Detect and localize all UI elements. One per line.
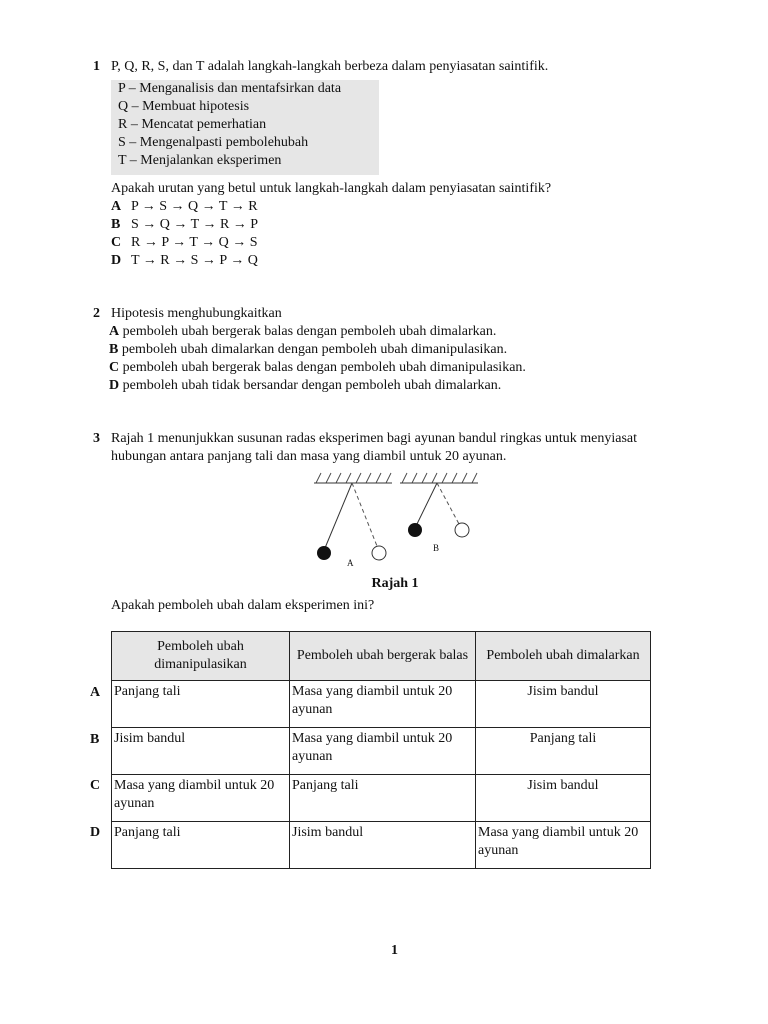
bob-a-outline xyxy=(372,546,386,560)
table-header-row xyxy=(112,632,651,681)
q2-option-b[interactable] xyxy=(109,342,507,358)
q2-number: 2 xyxy=(93,306,100,321)
option-text: S → Q → T → R → P xyxy=(131,217,259,232)
option-letter: D xyxy=(111,253,122,268)
table-cell: Jisim bandul xyxy=(290,822,476,869)
q1-step: T – Menjalankan eksperimen xyxy=(118,153,282,168)
q3-question: Apakah pemboleh ubah dalam eksperimen ini? xyxy=(111,598,375,613)
q2-option-c[interactable] xyxy=(109,360,526,376)
table-cell: Masa yang diambil untuk 20 ayunan xyxy=(112,775,290,822)
option-text: R → P → T → Q → S xyxy=(131,235,258,250)
option-text: pemboleh ubah bergerak balas dengan pemboleh ubah dimalarkan. xyxy=(122,324,497,339)
q1-option-c[interactable] xyxy=(111,235,258,251)
q1-question: Apakah urutan yang betul untuk langkah-langkah dalam penyiasatan saintifik? xyxy=(111,181,552,196)
table-cell: Panjang tali xyxy=(112,822,290,869)
header-manipulated: Pemboleh ubah dimanipulasikan xyxy=(112,632,290,681)
q1-step: S – Mengenalpasti pembolehubah xyxy=(118,135,309,150)
q2-stem: Hipotesis menghubungkaitkan xyxy=(111,306,282,321)
table-cell: Jisim bandul xyxy=(476,775,651,822)
q1-option-b[interactable] xyxy=(111,217,258,233)
table-cell: Masa yang diambil untuk 20 ayunan xyxy=(476,822,651,869)
row-letter-a: A xyxy=(90,685,101,700)
q1-step: Q – Membuat hipotesis xyxy=(118,99,250,114)
q1-stem: P, Q, R, S, dan T adalah langkah-langkah berbeza dalam penyiasatan saintifik. xyxy=(111,59,549,74)
option-text: pemboleh ubah bergerak balas dengan pemboleh ubah dimanipulasikan. xyxy=(122,360,526,375)
table-cell: Jisim bandul xyxy=(112,728,290,775)
option-letter: D xyxy=(109,378,120,393)
table-row[interactable] xyxy=(112,775,651,822)
figure-label-a: A xyxy=(347,558,354,568)
option-text: P → S → Q → T → R xyxy=(131,199,258,214)
table-cell: Masa yang diambil untuk 20 ayunan xyxy=(290,728,476,775)
string-a xyxy=(325,483,352,548)
option-letter: C xyxy=(109,360,120,375)
table-row[interactable] xyxy=(112,728,651,775)
string-b xyxy=(417,483,437,524)
q1-step: P – Menganalisis dan mentafsirkan data xyxy=(118,81,342,96)
q1-option-a[interactable] xyxy=(111,199,258,215)
table-row[interactable] xyxy=(112,681,651,728)
table-cell: Jisim bandul xyxy=(476,681,651,728)
variables-table xyxy=(111,631,651,869)
table-row[interactable] xyxy=(112,822,651,869)
option-text: pemboleh ubah dimalarkan dengan pemboleh ubah dimanipulasikan. xyxy=(121,342,508,357)
q3-number: 3 xyxy=(93,431,100,446)
option-text: pemboleh ubah tidak bersandar dengan pemboleh ubah dimalarkan. xyxy=(122,378,502,393)
figure-label-b: B xyxy=(433,543,440,553)
option-letter: C xyxy=(111,235,122,250)
table-cell: Masa yang diambil untuk 20 ayunan xyxy=(290,681,476,728)
row-letter-c: C xyxy=(90,778,101,793)
q2-option-d[interactable] xyxy=(109,378,501,394)
q1-option-d[interactable] xyxy=(111,253,258,269)
header-responding: Pemboleh ubah bergerak balas xyxy=(290,632,476,681)
table-cell: Panjang tali xyxy=(112,681,290,728)
row-letter-d: D xyxy=(90,825,101,840)
q1-step: R – Mencatat pemerhatian xyxy=(118,117,267,132)
option-letter: A xyxy=(109,324,120,339)
table-cell: Panjang tali xyxy=(290,775,476,822)
figure-caption: Rajah 1 xyxy=(371,576,419,591)
table-cell: Panjang tali xyxy=(476,728,651,775)
bob-b-filled xyxy=(408,523,422,537)
header-constant: Pemboleh ubah dimalarkan xyxy=(476,632,651,681)
option-letter: B xyxy=(111,217,121,232)
option-letter: A xyxy=(111,199,122,214)
pendulum-figure xyxy=(300,468,490,578)
option-text: T → R → S → P → Q xyxy=(131,253,258,268)
option-letter: B xyxy=(109,342,119,357)
q3-stem-line2: hubungan antara panjang tali dan masa yang diambil untuk 20 ayunan. xyxy=(111,449,507,464)
q1-steps-box xyxy=(111,80,379,175)
q2-option-a[interactable] xyxy=(109,324,496,340)
row-letter-b: B xyxy=(90,732,100,747)
string-b-dashed xyxy=(437,483,459,524)
page-number: 1 xyxy=(391,943,398,958)
q1-number: 1 xyxy=(93,59,100,74)
bob-b-outline xyxy=(455,523,469,537)
support-hatch-a xyxy=(316,473,391,483)
bob-a-filled xyxy=(317,546,331,560)
string-a-dashed xyxy=(352,483,377,546)
support-hatch-b xyxy=(402,473,477,483)
q3-stem-line1: Rajah 1 menunjukkan susunan radas eksperimen bagi ayunan bandul ringkas untuk menyiasat xyxy=(111,431,638,446)
